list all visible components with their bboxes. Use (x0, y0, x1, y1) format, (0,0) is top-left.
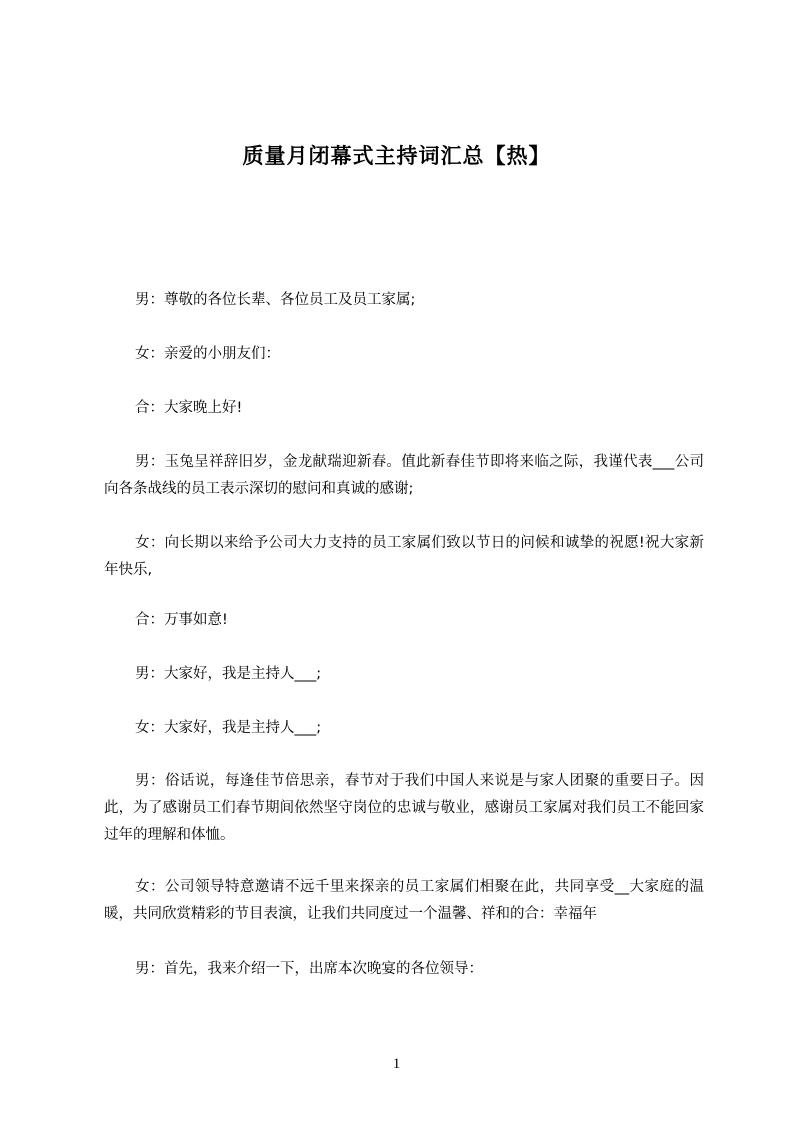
paragraph: 女：亲爱的小朋友们： (135, 346, 280, 362)
paragraph: 合：万事如意! (135, 612, 228, 628)
document-title: 质量月闭幕式主持词汇总【热】 (242, 144, 551, 168)
paragraph: 女：公司领导特意邀请不远千里来探亲的员工家属们相聚在此，共同享受__大家庭的温暖，共同欣赏精彩的节目表演，让我们共同度过一个温馨、祥和的合：幸福年 (104, 879, 704, 922)
paragraph: 合：大家晚上好! (135, 400, 243, 416)
paragraph: 男：大家好，我是主持人___; (135, 666, 322, 682)
paragraph: 男：俗话说，每逢佳节倍思亲，春节对于我们中国人来说是与家人团聚的重要日子。因此，为了感谢员工们春节期间依然坚守岗位的忠诚与敬业，感谢员工家属对我们员工不能回家过年的理解和体恤。 (104, 773, 704, 843)
paragraph: 男：首先，我来介绍一下，出席本次晚宴的各位领导： (135, 961, 483, 977)
paragraph: 女：向长期以来给予公司大力支持的员工家属们致以节日的问候和诚挚的祝愿!祝大家新年快乐, (104, 535, 704, 578)
page-number: 1 (392, 1056, 401, 1072)
paragraph: 男：玉兔呈祥辞旧岁，金龙献瑞迎新春。值此新春佳节即将来临之际，我谨代表___公司向各条战线的员工表示深切的慰问和真诚的感谢; (104, 454, 704, 497)
paragraph: 男：尊敬的各位长辈、各位员工及员工家属; (135, 292, 416, 308)
paragraph: 女：大家好，我是主持人___; (135, 720, 322, 736)
